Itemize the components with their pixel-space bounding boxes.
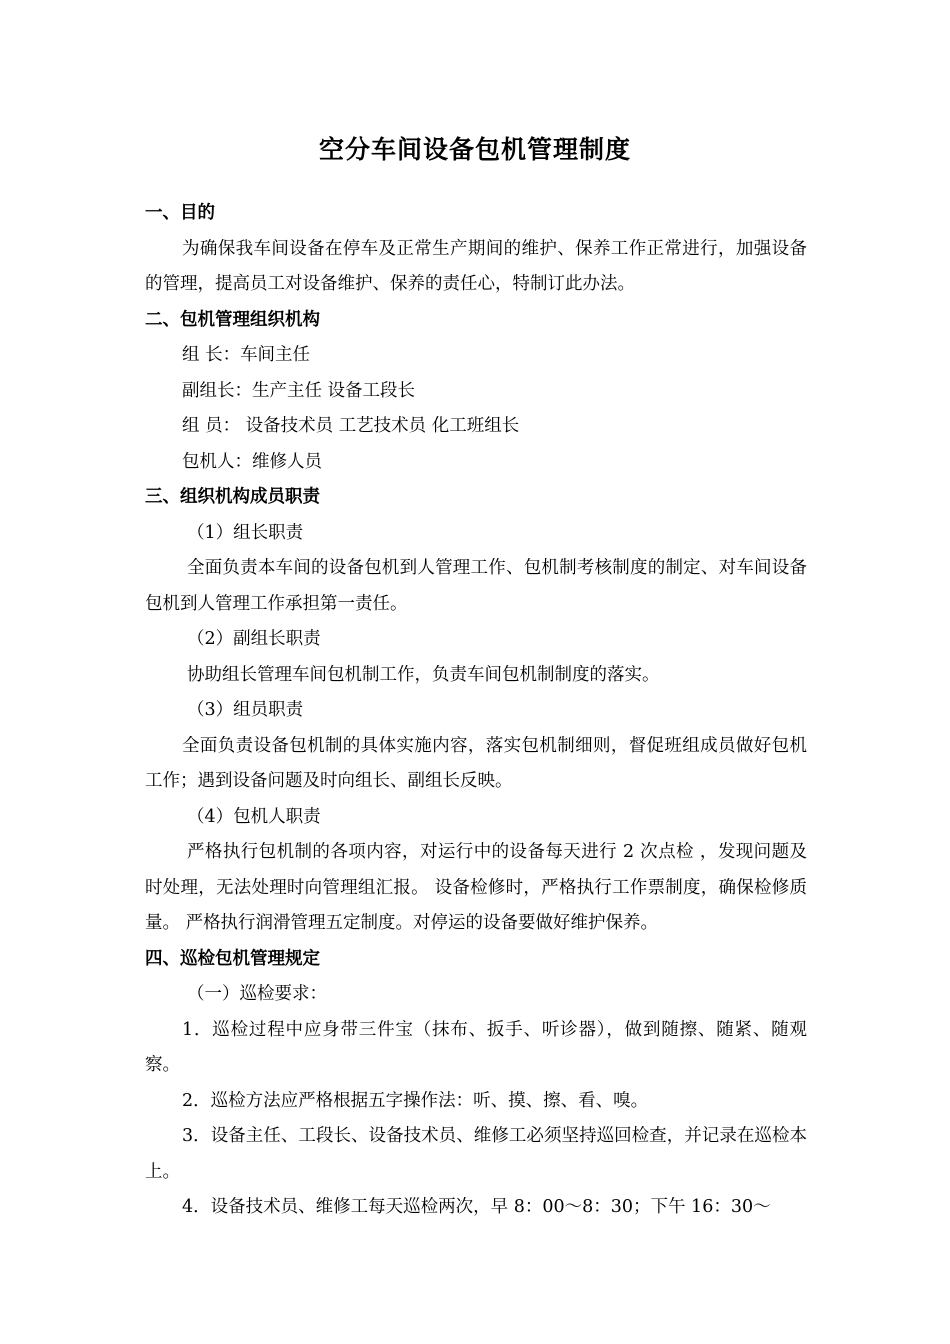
paragraph: 严格执行包机制的各项内容，对运行中的设备每天进行 2 次点检 ，发现问题及时处理，无法处理时向管理组汇报。 设备检修时，严格执行工作票制度，确保检修质量。 严格执行润滑管理五定制度。对停运的设备要做好维护保养。 bbox=[145, 842, 807, 933]
list-item: 4．设备技术员、维修工每天巡检两次，早 8：00～8：30；下午 16：30～ bbox=[182, 1197, 771, 1217]
paragraph: 全面负责设备包机制的具体实施内容，落实包机制细则，督促班组成员做好包机工作；遇到设备问题及时向组长、副组长反映。 bbox=[145, 735, 807, 791]
paragraph: 协助组长管理车间包机制工作，负责车间包机制制度的落实。 bbox=[187, 664, 660, 685]
org-deputy-line: 副组长：生产主任 设备工段长 bbox=[182, 380, 416, 401]
list-item: 1．巡检过程中应身带三件宝（抹布、扳手、听诊器），做到随擦、随紧、随观察。 bbox=[145, 1019, 807, 1075]
document-title: 空分车间设备包机管理制度 bbox=[318, 135, 631, 164]
list-item: 2．巡检方法应严格根据五字操作法：听、摸、擦、看、嗅。 bbox=[182, 1090, 649, 1111]
org-leader-line: 组 长：车间主任 bbox=[182, 345, 311, 365]
section-heading-duties: 三、组织机构成员职责 bbox=[145, 487, 320, 507]
section-heading-inspection: 四、巡检包机管理规定 bbox=[145, 948, 320, 969]
duty-subheading: （3）组员职责 bbox=[187, 700, 304, 720]
duty-subheading: （1）组长职责 bbox=[187, 522, 304, 543]
org-members-line: 组 员： 设备技术员 工艺技术员 化工班组长 bbox=[182, 416, 520, 436]
paragraph: 为确保我车间设备在停车及正常生产期间的维护、保养工作正常进行，加强设备的管理，提高员工对设备维护、保养的责任心，特制订此办法。 bbox=[145, 238, 807, 294]
section-heading-purpose: 一、目的 bbox=[145, 203, 215, 223]
org-contractor-line: 包机人：维修人员 bbox=[182, 451, 322, 472]
list-item: 3．设备主任、工段长、设备技术员、维修工必须坚持巡回检查，并记录在巡检本上。 bbox=[145, 1126, 807, 1182]
document-body bbox=[145, 196, 807, 1226]
duty-subheading: （2）副组长职责 bbox=[187, 629, 321, 649]
inspection-subheading: （一）巡检要求： bbox=[187, 984, 327, 1004]
paragraph: 全面负责本车间的设备包机到人管理工作、包机制考核制度的制定、对车间设备包机到人管理工作承担第一责任。 bbox=[145, 558, 807, 614]
duty-subheading: （4）包机人职责 bbox=[187, 806, 321, 827]
section-heading-organization: 二、包机管理组织机构 bbox=[145, 309, 320, 330]
